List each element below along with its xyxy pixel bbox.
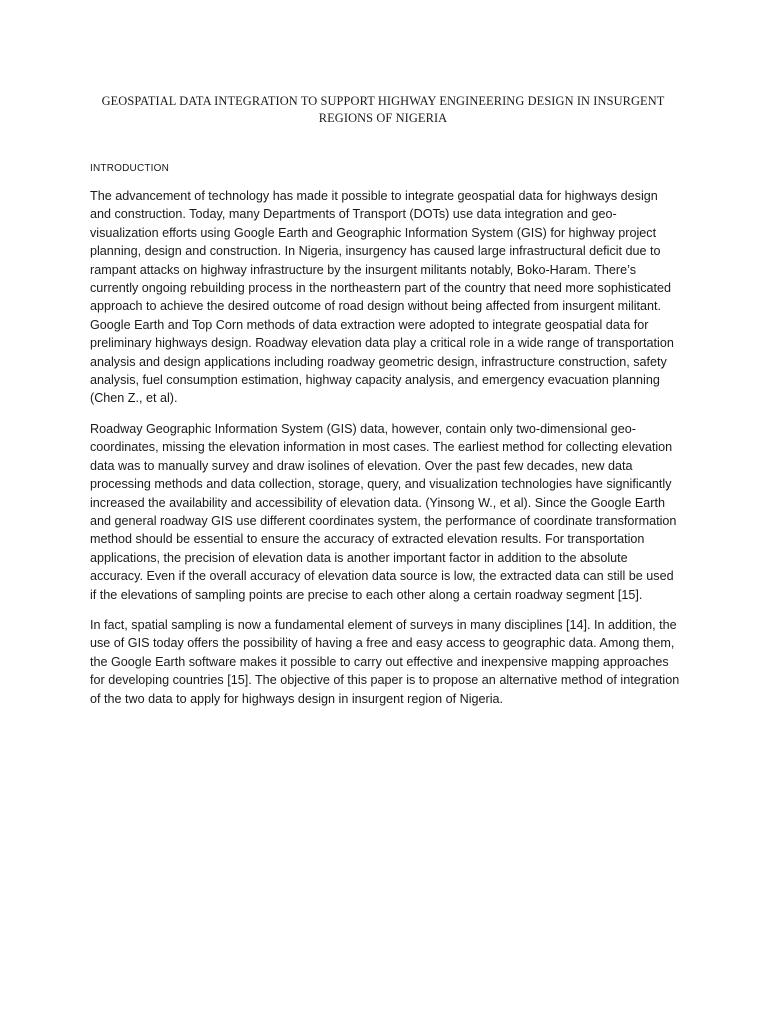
paragraph-3: In fact, spatial sampling is now a fundamental element of surveys in many disciplines [14]. In addition, the use of GIS today offers the possibility of having a free and easy access to geographic data. Among them, the Google Earth software makes it possible to carry out effective and inexpensive mapping approaches for developing countries [15]. The objective of this paper is to propose an alternative method of integration of the two data to apply for highways design in insurgent region of Nigeria. [90, 617, 680, 706]
paper-title: GEOSPATIAL DATA INTEGRATION TO SUPPORT HIGHWAY ENGINEERING DESIGN IN INSURGENT REGIONS OF NIGERIA [101, 94, 665, 125]
paragraph-1: The advancement of technology has made it possible to integrate geospatial data for highways design and construction. Today, many Departments of Transport (DOTs) use data integration and geo-visualization efforts using Google Earth and Geographic Information System (GIS) for highway project planning, design and construction. In Nigeria, insurgency has caused large infrastructural deficit due to rampant attacks on highway infrastructure by the insurgent militants notably, Boko-Haram. There’s currently ongoing rebuilding process in the northeastern part of the country that need more sophisticated approach to achieve the desired outcome of road design without being affected from insurgent militant. Google Earth and Top Corn methods of data extraction were adopted to integrate geospatial data for preliminary highways design. Roadway elevation data play a critical role in a wide range of transportation analysis and design applications including roadway geometric design, infrastructure construction, safety analysis, fuel consumption estimation, highway capacity analysis, and emergency evacuation planning (Chen Z., et al). [90, 189, 674, 406]
paragraph-2: Roadway Geographic Information System (GIS) data, however, contain only two-dimensional geo-coordinates, missing the elevation information in most cases. The earliest method for collecting elevation data was to manually survey and draw isolines of elevation. Over the past few decades, new data processing methods and data collection, storage, query, and visualization technologies have significantly increased the availability and accessibility of elevation data. (Yinsong W., et al). Since the Google Earth and general roadway GIS use different coordinates system, the performance of coordinate transformation method should be essential to ensure the accuracy of extracted elevation results. For transportation applications, the precision of elevation data is another important factor in addition to the absolute accuracy. Even if the overall accuracy of elevation data source is low, the extracted data can still be used if the elevations of sampling points are precise to each other along a certain roadway segment [15]. [90, 421, 677, 602]
section-heading-introduction: INTRODUCTION [90, 163, 170, 174]
introduction-body [90, 187, 680, 720]
